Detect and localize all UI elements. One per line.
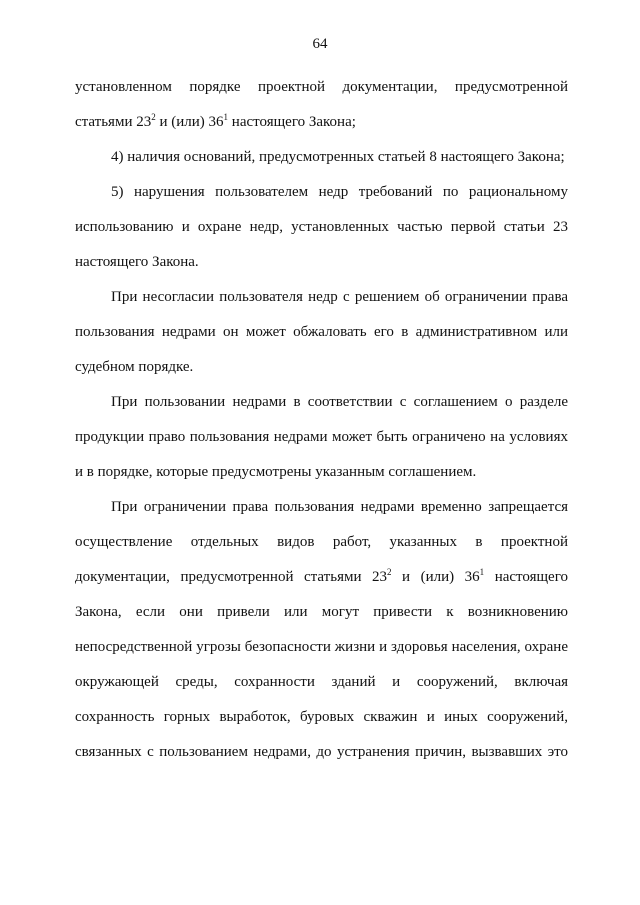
text-segment: и (или) 36 <box>391 569 480 585</box>
text-segment: При ограничении права пользования недрами временно запрещается осуществление отдельных видов работ, указанных в проектной документации, предусмотренной статьями 23 <box>75 499 568 585</box>
paragraph <box>75 175 568 280</box>
text-segment: 4) наличия оснований, предусмотренных статьей 8 настоящего Закона; <box>111 149 565 165</box>
paragraph <box>75 140 568 175</box>
paragraph <box>75 490 568 770</box>
text-segment: установленном порядке проектной документации, предусмотренной статьями 23 <box>75 79 568 130</box>
text-segment: настоящего Закона, если они привели или могут привести к возникновению непосредственной угрозы безопасности жизни и здоровья населения, охране окружающей среды, сохранности зданий и сооружений, включая сохранность горных выработок, буровых скважин и иных сооружений, связанных с пользованием недрами, до устранения причин, вызвавших это <box>75 569 568 760</box>
text-segment: и (или) 36 <box>155 114 224 130</box>
superscript: 1 <box>479 567 485 577</box>
paragraph <box>75 70 568 140</box>
paragraph <box>75 385 568 490</box>
paragraph <box>75 280 568 385</box>
superscript: 2 <box>387 567 392 577</box>
superscript: 2 <box>151 112 156 122</box>
text-segment: При несогласии пользователя недр с решением об ограничении права пользования недрами он может обжаловать его в административном или судебном порядке. <box>75 289 568 375</box>
text-segment: При пользовании недрами в соответствии с соглашением о разделе продукции право пользования недрами может быть ограничено на условиях и в порядке, которые предусмотрены указанным соглашением. <box>75 394 568 480</box>
page-number: 64 <box>312 36 328 52</box>
document-body <box>75 70 568 770</box>
text-segment: 5) нарушения пользователем недр требований по рациональному использованию и охране недр, установленных частью первой статьи 23 настоящего Закона. <box>75 184 568 270</box>
text-segment: настоящего Закона; <box>228 114 356 130</box>
superscript: 1 <box>223 112 229 122</box>
